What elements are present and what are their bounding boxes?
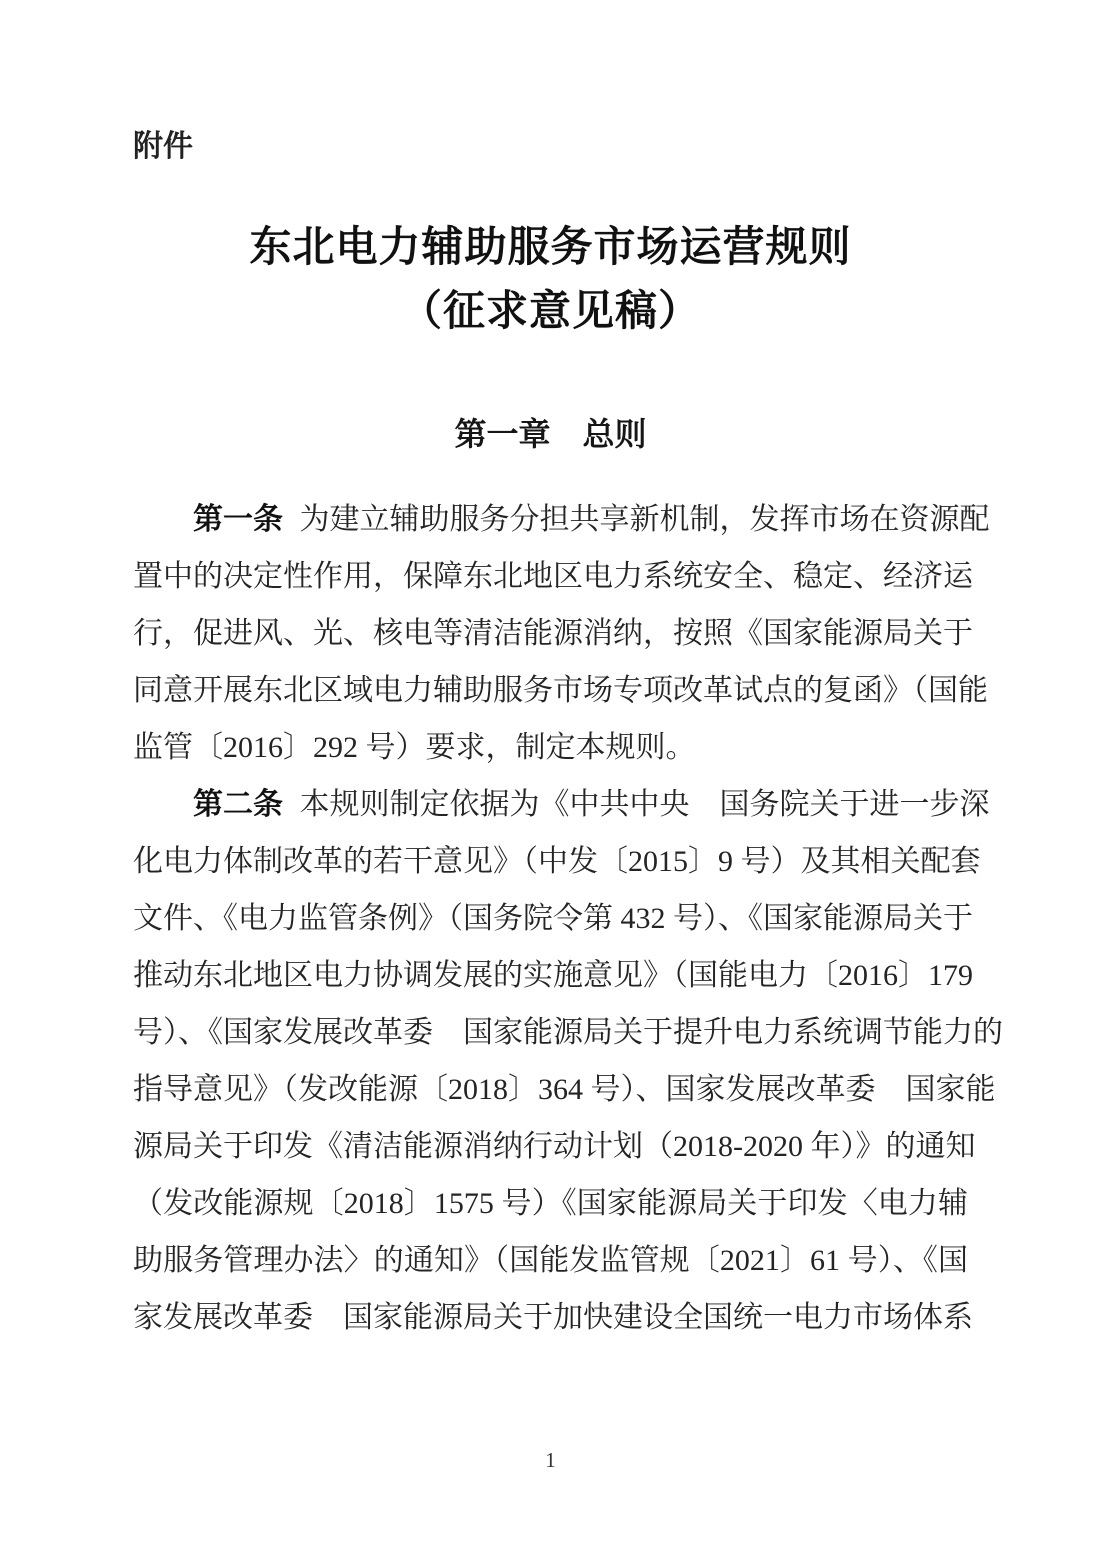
paragraph-line: 化电力体制改革的若干意见》（中发〔2015〕9 号）及其相关配套 xyxy=(133,845,981,878)
paragraph-line: 监管〔2016〕292 号）要求，制定本规则。 xyxy=(133,731,696,764)
paragraph-line: 行，促进风、光、核电等清洁能源消纳，按照《国家能源局关于 xyxy=(133,617,973,650)
paragraph-line: 第一条 为建立辅助服务分担共享新机制，发挥市场在资源配 xyxy=(193,503,990,536)
paragraph-line: 同意开展东北区域电力辅助服务市场专项改革试点的复函》（国能 xyxy=(133,674,988,707)
paragraph-line: 文件、《电力监管条例》（国务院令第 432 号）、《国家能源局关于 xyxy=(133,902,973,935)
paragraph-line: 助服务管理办法〉的通知》（国能发监管规〔2021〕61 号）、《国 xyxy=(133,1244,968,1277)
paragraph-line: 第二条 本规则制定依据为《中共中央 国务院关于进一步深 xyxy=(193,788,990,821)
paragraph-line: 推动东北地区电力协调发展的实施意见》（国能电力〔2016〕179 xyxy=(133,959,973,992)
chapter-heading: 第一章 总则 xyxy=(454,416,647,452)
paragraph-line: 家发展改革委 国家能源局关于加快建设全国统一电力市场体系 xyxy=(133,1301,973,1334)
paragraph-line: 置中的决定性作用，保障东北地区电力系统安全、稳定、经济运 xyxy=(133,560,973,593)
paragraph-line: （发改能源规〔2018〕1575 号）《国家能源局关于印发〈电力辅 xyxy=(133,1187,968,1220)
article-number: 第二条 xyxy=(193,788,283,821)
body-paragraphs xyxy=(133,491,1003,1346)
page-number: 1 xyxy=(545,1448,556,1472)
paragraph-line: 指导意见》（发改能源〔2018〕364 号）、国家发展改革委 国家能 xyxy=(133,1073,996,1106)
paragraph-line: 号）、《国家发展改革委 国家能源局关于提升电力系统调节能力的 xyxy=(133,1016,1003,1049)
document-title xyxy=(133,216,968,344)
paragraph-line: 源局关于印发《清洁能源消纳行动计划（2018-2020 年）》的通知 xyxy=(133,1130,976,1163)
article-number: 第一条 xyxy=(193,503,283,536)
document-title-line1: 东北电力辅助服务市场运营规则 xyxy=(249,225,852,271)
attachment-label: 附件 xyxy=(133,130,193,163)
document-title-line2: （征求意见稿） xyxy=(399,289,701,335)
